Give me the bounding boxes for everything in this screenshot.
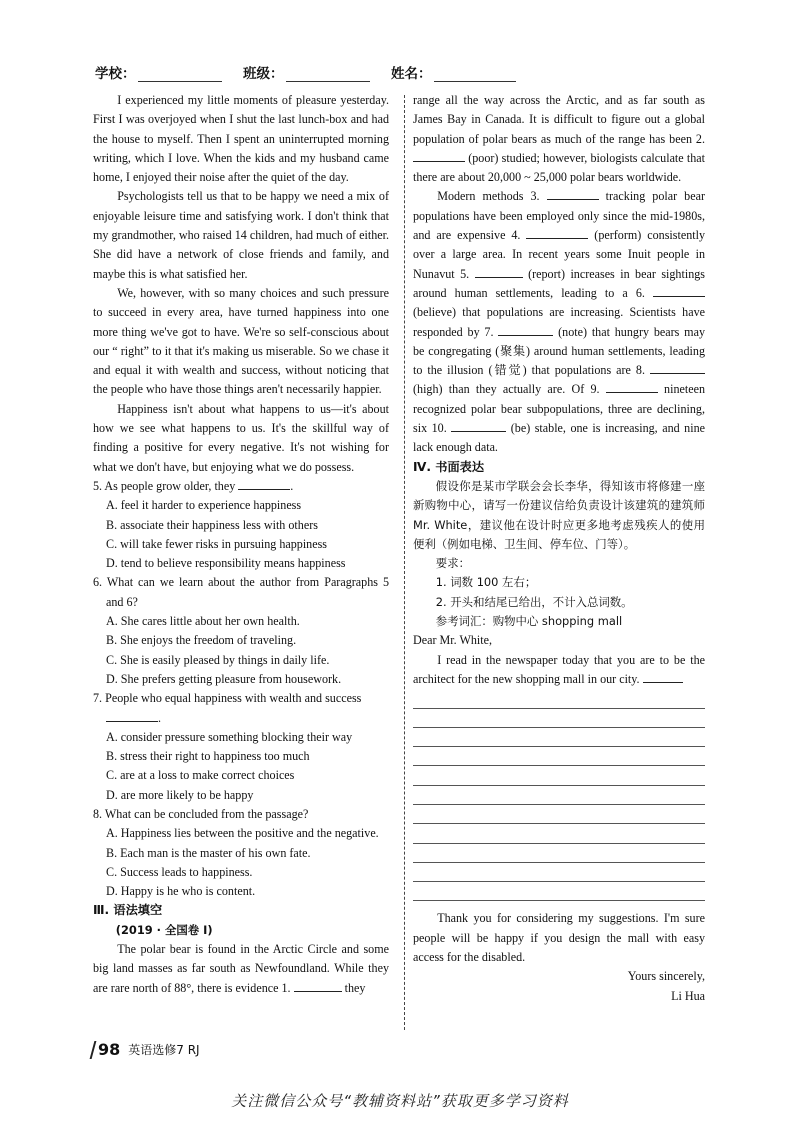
question-5-stem: 5. As people grow older, they . <box>93 478 294 493</box>
section-3-title: Ⅲ. 语法填空 <box>93 903 163 918</box>
class-label: 班级： <box>243 66 284 82</box>
q6-option-a[interactable]: A. She cares little about her own health. <box>106 614 300 629</box>
requirements-label: 要求： <box>435 556 470 571</box>
column-divider <box>404 95 405 1030</box>
answer-blank[interactable] <box>238 477 290 490</box>
blank-10[interactable] <box>451 419 506 432</box>
student-info-header <box>95 62 715 84</box>
blank-9[interactable] <box>606 380 658 393</box>
footer-note: 关注微信公众号“教辅资料站”获取更多学习资料 <box>231 1092 569 1110</box>
writing-line[interactable] <box>413 689 705 708</box>
writing-line[interactable] <box>413 824 705 843</box>
section-4-title: Ⅳ. 书面表达 <box>413 459 485 474</box>
blank-3[interactable] <box>547 187 599 200</box>
writing-line[interactable] <box>413 766 705 785</box>
letter-signature: Li Hua <box>671 988 705 1003</box>
letter-signoff: Yours sincerely, <box>627 969 705 984</box>
writing-prompt: 假设你是某市学联会会长李华，得知该市将修建一座新购物中心，请写一份建议信给负责设计该建筑的建筑师 Mr. White，建议他在设计时应更多地考虑残疾人的使用便利（例如电梯、卫生间、停车位、门等）。 <box>413 478 705 551</box>
blank-2[interactable] <box>413 149 465 162</box>
section-3-source: (2019 · 全国卷 Ⅰ) <box>115 922 213 937</box>
school-label: 学校： <box>95 66 136 82</box>
passage-paragraph-1: I experienced my little moments of pleasure yesterday. First I was overjoyed when I shut the last lunch-box and had the house to myself. Then I spent an uninterrupted morning writing, which I love. When the kids and my husband came home, I enjoyed their noise after the quiet of the day. <box>93 93 389 185</box>
writing-line[interactable] <box>413 747 705 766</box>
q7-option-d[interactable]: D. are more likely to be happy <box>106 787 254 802</box>
question-8-stem: 8. What can be concluded from the passage? <box>93 806 309 821</box>
grammar-passage-continued: range all the way across the Arctic, and as far south as James Bay in Canada. It is difficult to figure out a global population of polar bears as much of the range has been 2. (poor) studied; however, biologists calculate that there are about 20,000 ~ 25,000 polar bears worldwide. <box>413 93 705 185</box>
writing-line[interactable] <box>413 882 705 901</box>
q7-option-b[interactable]: B. stress their right to happiness too much <box>106 749 310 764</box>
question-6-stem: 6. What can we learn about the author from Paragraphs 5 and 6? <box>93 575 389 609</box>
q8-option-b[interactable]: B. Each man is the master of his own fate. <box>106 845 311 860</box>
writing-line[interactable] <box>643 670 683 683</box>
writing-line[interactable] <box>413 805 705 824</box>
requirement-1: 1. 词数 100 左右； <box>435 575 537 590</box>
q8-option-c[interactable]: C. Success leads to happiness. <box>106 864 253 879</box>
blank-7[interactable] <box>498 323 553 336</box>
reference-vocabulary: 参考词汇：购物中心 shopping mall <box>435 614 623 629</box>
writing-line[interactable] <box>413 844 705 863</box>
q6-option-b[interactable]: B. She enjoys the freedom of traveling. <box>106 633 297 648</box>
right-column <box>413 91 705 1006</box>
blank-1[interactable] <box>294 979 342 992</box>
name-field[interactable] <box>391 62 516 82</box>
passage-paragraph-3: We, however, with so many choices and such pressure to succeed in every area, have turned happiness into one more thing we've got to have. We're so self-conscious about our “ right” to it that it's making us miserable. So we chase it and equal it with wealth and success, without noticing that the people who have those things aren't necessarily happier. <box>93 285 389 397</box>
question-7-stem: 7. People who equal happiness with wealth and success . <box>93 691 362 725</box>
requirement-2: 2. 开头和结尾已给出，不计入总词数。 <box>435 594 633 609</box>
writing-line[interactable] <box>413 728 705 747</box>
q5-option-d[interactable]: D. tend to believe responsibility means happiness <box>106 556 346 571</box>
blank-4[interactable] <box>526 226 588 239</box>
grammar-passage-start: The polar bear is found in the Arctic Circle and some big land masses as far south as Newfoundland. While they are rare north of 88°, there is evidence 1. they <box>93 942 389 995</box>
school-field[interactable] <box>95 62 222 82</box>
q5-option-a[interactable]: A. feel it harder to experience happiness <box>106 498 302 513</box>
q7-option-a[interactable]: A. consider pressure something blocking their way <box>106 729 353 744</box>
class-field[interactable] <box>243 62 370 82</box>
book-title: 英语选修7 RJ <box>128 1043 200 1057</box>
blank-8[interactable] <box>650 361 705 374</box>
page-number: 98 英语选修7 RJ <box>92 1040 200 1059</box>
left-column <box>93 91 389 998</box>
writing-line[interactable] <box>413 709 705 728</box>
q6-option-c[interactable]: C. She is easily pleased by things in daily life. <box>106 652 330 667</box>
letter-closing: Thank you for considering my suggestions. I'm sure people will be happy if you design the mall with easy access for the disabled. <box>413 911 705 965</box>
q5-option-c[interactable]: C. will take fewer risks in pursuing happiness <box>106 536 328 551</box>
page-number-slash <box>90 1041 97 1059</box>
letter-opening: I read in the newspaper today that you are to be the architect for the new shopping mall in our city. <box>413 652 705 686</box>
q6-option-d[interactable]: D. She prefers getting pleasure from housework. <box>106 671 342 686</box>
grammar-passage-paragraph-2: Modern methods 3. tracking polar bear populations have been employed only since the mid-1980s, and are expensive 4. (perform) consistently over a large area. In recent years some Inuit people in Nunavut 5. (report) increases in bear sightings around human settlements, leading to a 6. (believe) that populations are increasing. Scientists have responded by 7. (note) that hungry bears may be congregating (聚集) around human settlements, leading to the illusion (错觉) that populations are 8. (high) than they actually are. Of 9. nineteen recognized polar bear subpopulations, three are declining, six 10. (be) stable, one is increasing, and nine lack enough data. <box>413 189 706 455</box>
writing-line[interactable] <box>413 863 705 882</box>
q8-option-a[interactable]: A. Happiness lies between the positive and the negative. <box>106 826 379 841</box>
passage-paragraph-2: Psychologists tell us that to be happy we need a mix of enjoyable leisure time and satisfying work. I don't think that my grandmother, who raised 14 children, had much of either. She did have a network of close friends and family, and maybe this is what satisfied her. <box>93 189 389 281</box>
blank-6[interactable] <box>653 284 705 297</box>
name-label: 姓名： <box>391 66 432 82</box>
q7-option-c[interactable]: C. are at a loss to make correct choices <box>106 768 295 783</box>
q8-option-d[interactable]: D. Happy is he who is content. <box>106 884 256 899</box>
answer-blank[interactable] <box>106 709 158 722</box>
q5-option-b[interactable]: B. associate their happiness less with others <box>106 517 318 532</box>
letter-salutation: Dear Mr. White, <box>413 633 493 648</box>
writing-line[interactable] <box>413 786 705 805</box>
blank-5[interactable] <box>475 265 523 278</box>
passage-paragraph-4: Happiness isn't about what happens to us—it's about how we see what happens to us. It's the skillful way of finding a positive for every negative. It's not wishing for what we don't have, but enjoying what we do possess. <box>93 401 389 474</box>
